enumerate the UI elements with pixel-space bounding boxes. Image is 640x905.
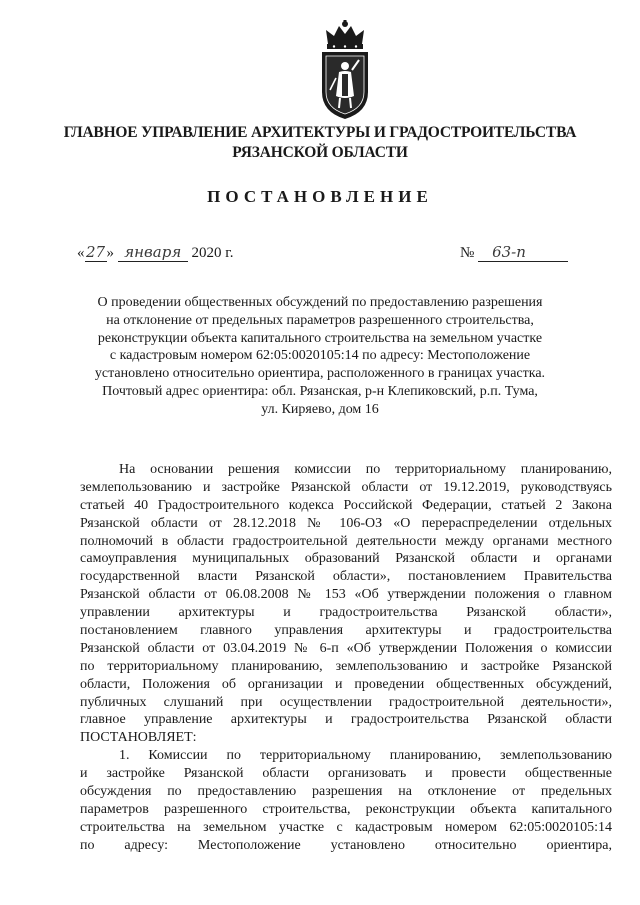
body-line: строительства на земельном участке с кадастровым номером 62:05:0020105:14 [80,819,612,835]
body-line: управлении архитектуры и градостроительства Рязанской области», [80,605,612,621]
body-line: по адресу: Местоположение установлено относительно ориентира, [80,837,612,853]
body-line: постановлением главного управления архитектуры и градостроительства [80,623,612,639]
body-line: статьей 40 Градостроительного кодекса Российской Федерации, статьей 2 Закона [80,497,612,513]
body-line: публичных слушаний при осуществлении градостроительной деятельности», [80,694,612,710]
number-sign: № [460,245,475,261]
body-line: главное управление архитектуры и градостроительства Рязанской области [80,712,612,728]
body-line: обсуждения по предоставлению разрешения на отклонение от предельных [80,784,612,800]
subject-line: с кадастровым номером 62:05:0020105:14 по адресу: Местоположение [109,348,531,364]
date-open-quote: « [77,245,85,261]
document-body [80,461,612,855]
subject-line: на отклонение от предельных параметров разрешенного строительства, [106,312,534,328]
organization-name-line1: ГЛАВНОЕ УПРАВЛЕНИЕ АРХИТЕКТУРЫ И ГРАДОСТРОИТЕЛЬСТВА [63,124,577,141]
document-date [77,243,233,262]
body-line: Рязанской области от 06.08.2008 № 153 «Об утверждении положения о главном [80,587,612,603]
date-day: 27 [85,243,106,261]
resolution-heading: ПОСТАНОВЛЯЕТ: [80,730,197,746]
subject-line: ул. Киряево, дом 16 [261,401,379,417]
body-line: Рязанской области от 28.12.2018 № 106-ОЗ «О перераспределении отдельных [80,515,612,531]
document-title: ПОСТАНОВЛЕНИЕ [207,187,433,206]
subject-line: Почтовый адрес ориентира: обл. Рязанская, р-н Клепиковский, р.п. Тума, [102,383,538,399]
body-line: землепользованию и застройке Рязанской области от 19.12.2019, руководствуясь [80,479,612,495]
body-line: параметров разрешенного строительства, реконструкции объекта капитального [80,801,612,817]
body-line: по территориальному планированию, землепользованию и застройке Рязанской [80,658,612,674]
number-value: 63-п [478,243,568,262]
body-line: самоуправления муниципальных образований Рязанской области и органами [80,551,612,567]
document-subject [60,294,580,419]
coat-of-arms-icon [312,20,378,120]
subject-line: реконструкции объекта капитального строительства на земельном участке [97,330,543,346]
body-line: Рязанской области от 03.04.2019 № 6-п «Об утверждении Положения о комиссии [80,640,612,656]
date-close-quote: » [106,245,114,261]
body-line: полномочий в области градостроительной деятельности между органами местного [80,533,612,549]
subject-line: установлено относительно ориентира, расположенного в границах участка. [94,366,546,382]
body-line: и застройке Рязанской области организовать и провести общественные [80,766,612,782]
body-line: области, Положения об организации и проведении общественных обсуждений, [80,676,612,692]
subject-line: О проведении общественных обсуждений по предоставлению разрешения [97,295,543,310]
body-line: 1. Комиссии по территориальному планированию, землепользованию [119,748,612,764]
date-month: января [118,243,188,262]
document-number [460,243,568,262]
organization-name-line2: РЯЗАНСКОЙ ОБЛАСТИ [232,144,408,161]
date-year: 2020 г. [191,245,234,261]
body-line: государственной власти Рязанской области», постановлением Правительства [80,569,612,585]
body-line: На основании решения комиссии по территориальному планированию, [119,462,612,477]
